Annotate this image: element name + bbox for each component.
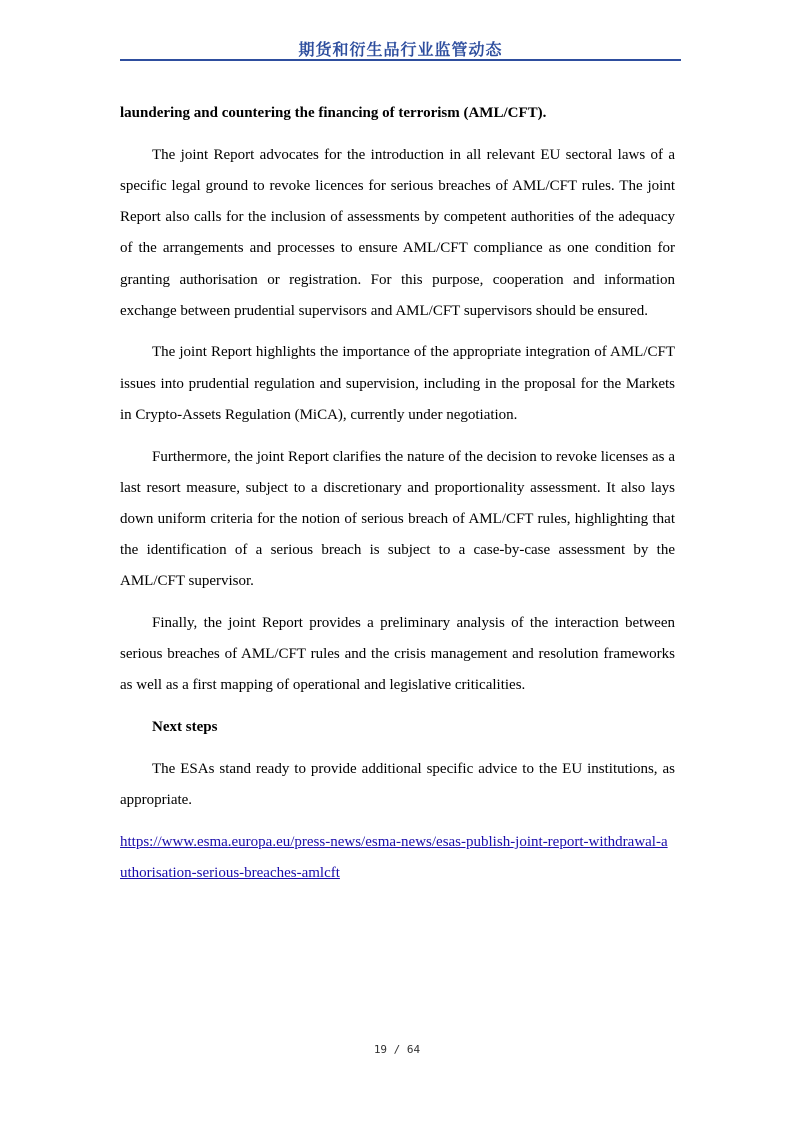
lead-sentence: laundering and countering the financing of terrorism (AML/CFT). [120, 105, 547, 121]
page-header-title: 期货和衍生品行业监管动态 [298, 40, 503, 59]
paragraph-finally: Finally, the joint Report provides a preliminary analysis of the interaction between serious breaches of AML/CFT rules and the crisis management and resolution frameworks as well as a first mapping of operational and legislative criticalities. [120, 615, 675, 694]
page-number: 19 / 64 [373, 1043, 421, 1056]
paragraph-furthermore: Furthermore, the joint Report clarifies the nature of the decision to revoke licenses as a last resort measure, subject to a discretionary and proportionality assessment. It also lays down uniform criteria for the notion of serious breach of AML/CFT rules, highlighting that the identification of a serious breach is subject to a case-by-case assessment by the AML/CFT supervisor. [120, 448, 675, 590]
next-steps-heading: Next steps [152, 719, 218, 736]
paragraph-joint-report-highlights: The joint Report highlights the importance of the appropriate integration of AML/CFT issues into prudential regulation and supervision, including in the proposal for the Markets in Crypto-Assets Regulation (MiCA), currently under negotiation. [120, 344, 675, 423]
document-body [120, 98, 675, 900]
header-divider [120, 59, 681, 61]
next-steps-paragraph: The ESAs stand ready to provide additional specific advice to the EU institutions, as appropriate. [120, 760, 675, 809]
paragraph-joint-report-advocates: The joint Report advocates for the introduction in all relevant EU sectoral laws of a specific legal ground to revoke licences for serious breaches of AML/CFT rules. The joint Report also calls for the inclusion of assessments by competent authorities of the adequacy of the arrangements and processes to ensure AML/CFT compliance as one condition for granting authorisation or registration. For this purpose, cooperation and information exchange between prudential supervisors and AML/CFT supervisors should be ensured. [120, 146, 675, 319]
source-link[interactable]: https://www.esma.europa.eu/press-news/esma-news/esas-publish-joint-report-withdrawal-authorisation-serious-breaches-amlcft [120, 833, 668, 881]
